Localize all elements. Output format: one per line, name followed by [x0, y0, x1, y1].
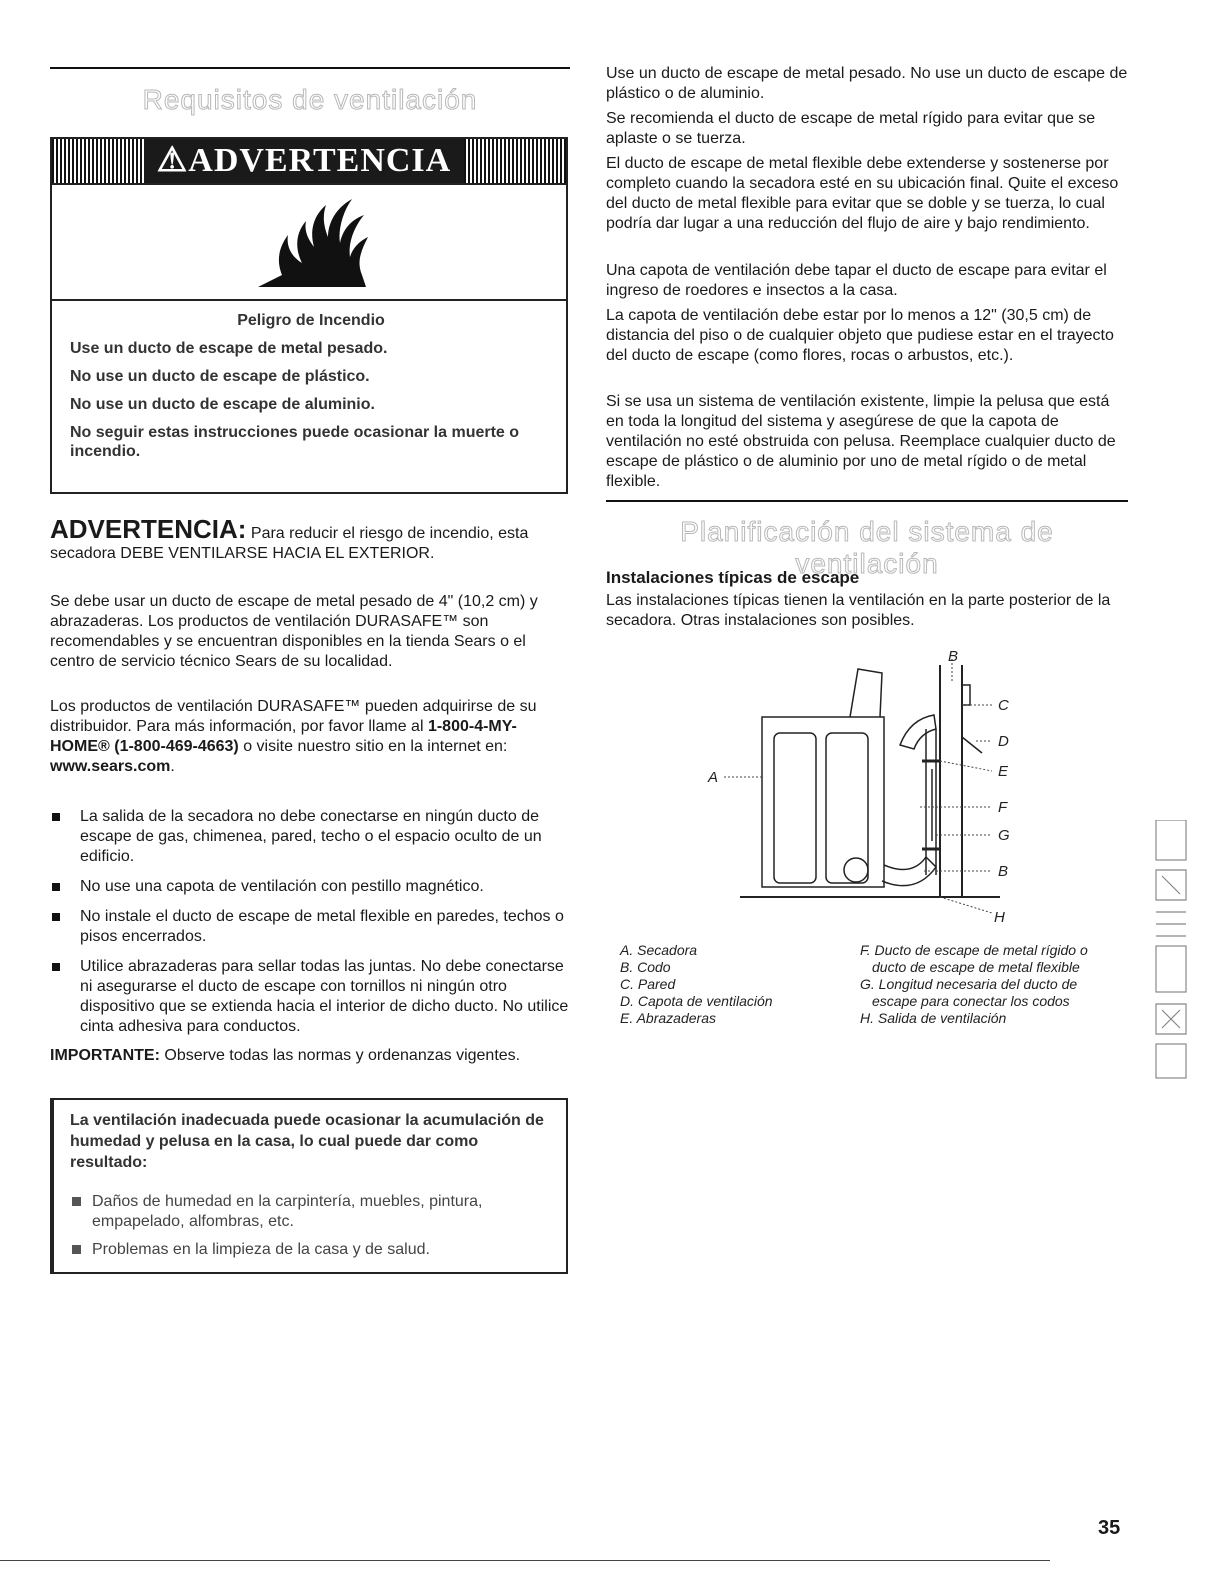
dryer-body	[762, 717, 884, 887]
advertencia-statement	[50, 514, 570, 563]
top-elbow	[900, 715, 936, 749]
warning-title: Peligro de Incendio	[237, 312, 385, 329]
marker-block	[1156, 820, 1186, 860]
warning-text	[70, 311, 552, 470]
list-item: Problemas en la limpieza de la casa y de salud.	[68, 1240, 552, 1260]
warning-box	[50, 137, 568, 494]
importante-label: IMPORTANTE:	[50, 1047, 160, 1064]
paragraph-text: o visite nuestro sitio en la internet en:	[238, 738, 508, 755]
legend-item: C. Pared	[620, 976, 676, 992]
paragraph-durasafe-contact	[50, 697, 570, 777]
warning-line: Use un ducto de escape de metal pesado.	[70, 340, 388, 357]
website-link[interactable]: www.sears.com	[50, 758, 171, 775]
warning-banner-label: ⚠ADVERTENCIA	[144, 139, 464, 183]
legend-item: ducto de escape de metal flexible	[872, 959, 1080, 975]
warning-line: No use un ducto de escape de plástico.	[70, 368, 370, 385]
diagram-label-e: E	[998, 763, 1009, 780]
sub-paragraph: Las instalaciones típicas tienen la ventilación en la parte posterior de la secadora. Otras instalaciones son posibles.	[606, 592, 1111, 629]
diagram-label-g: G	[998, 827, 1010, 844]
sub-heading: Instalaciones típicas de escape	[606, 568, 860, 587]
warning-line: No use un ducto de escape de aluminio.	[70, 396, 375, 413]
fire-icon	[252, 191, 372, 291]
marker-block	[1156, 1044, 1186, 1078]
diagram-label-b-top: B	[948, 648, 959, 665]
page-number: 35	[1098, 1517, 1121, 1539]
right-paragraph: El ducto de escape de metal flexible debe extenderse y sostenerse por completo cuando la secadora esté en su ubicación final. Quite el exceso del ducto de metal flexible para evitar que se doble y se tuerza, lo cual podría dar lugar a una reducción del flujo de aire y bajo rendimiento.	[606, 155, 1119, 232]
legend-item: A. Secadora	[620, 942, 698, 958]
importante-note	[50, 1046, 570, 1066]
paragraph-text: .	[170, 758, 175, 775]
list-item: Daños de humedad en la carpintería, muebles, pintura, empapelado, alfombras, etc.	[68, 1192, 552, 1232]
left-top-rule	[50, 67, 570, 69]
legend-item: B. Codo	[620, 959, 671, 975]
diagram-label-b-low: B	[998, 863, 1009, 880]
legend-item: G. Longitud necesaria del ducto de	[860, 976, 1078, 992]
caution-heading: La ventilación inadecuada puede ocasionar la acumulación de humedad y pelusa en la casa, lo cual puede dar como resultado:	[70, 1112, 544, 1171]
diagram-label-c: C	[998, 697, 1009, 714]
bottom-elbow	[882, 857, 936, 886]
legend-item: H. Salida de ventilación	[860, 1010, 1007, 1026]
vent-installation-diagram	[700, 645, 1060, 935]
warning-banner	[52, 139, 566, 185]
list-item: No use una capota de ventilación con pestillo magnético.	[50, 877, 570, 897]
legend-item: E. Abrazaderas	[620, 1010, 716, 1026]
requirements-list	[50, 807, 570, 1047]
right-paragraph: Se recomienda el ducto de escape de metal rígido para evitar que se aplaste o se tuerza.	[606, 110, 1096, 147]
list-item: La salida de la secadora no debe conectarse en ningún ducto de escape de gas, chimenea, pared, techo o el espacio oculto de un edificio.	[50, 807, 570, 867]
dryer-panel-right	[826, 733, 868, 883]
legend-item: D. Capota de ventilación	[620, 993, 773, 1009]
right-section-rule	[606, 500, 1128, 502]
list-item: No instale el ducto de escape de metal flexible en paredes, techos o pisos encerrados.	[50, 907, 570, 947]
vent-hood	[962, 685, 970, 705]
fire-hazard-area	[52, 183, 566, 301]
diagram-legend-left	[620, 942, 830, 1027]
right-paragraph: Si se usa un sistema de ventilación existente, limpie la pelusa que está en toda la longitud del sistema y asegúrese de que la capota de ventilación no esté obstruida con pelusa. Reemplace cualquier ducto de escape de plástico o de aluminio por uno de metal rígido o de metal flexible.	[606, 393, 1116, 490]
leader-e	[940, 761, 992, 771]
diagram-label-f: F	[998, 799, 1008, 816]
list-item: Utilice abrazaderas para sellar todas las juntas. No debe conectarse ni asegurarse el ducto de escape con tornillos ni ningún otro dispositivo que se extienda hacia el interior de dicho ducto. No utilice cinta adhesiva para conductos.	[50, 957, 570, 1037]
side-section-marker	[1152, 820, 1190, 1080]
advertencia-label: ADVERTENCIA:	[50, 514, 247, 544]
right-paragraph: La capota de ventilación debe estar por lo menos a 12" (30,5 cm) de distancia del piso o de cualquier objeto que pudiese estar en el trayecto del ducto de escape (como flores, rocas o arbustos, etc.).	[606, 307, 1114, 364]
paragraph-text: Los productos de ventilación DURASAFE™ pueden adquirirse de su distribuidor. Para más información, por favor llame al	[50, 698, 537, 735]
importante-text: Observe todas las normas y ordenanzas vigentes.	[159, 1047, 521, 1064]
marker-block	[1156, 1004, 1186, 1034]
legend-item: F. Ducto de escape de metal rígido o	[860, 942, 1088, 958]
diagram-label-d: D	[998, 733, 1009, 750]
legend-item: escape para conectar los codos	[872, 993, 1070, 1009]
diagram-legend-right	[860, 942, 1110, 1027]
diagram-label-h: H	[994, 909, 1005, 926]
phone-number: 1-800-4-MY-HOME® (1-800-469-4663)	[50, 718, 517, 755]
bottom-rule	[0, 1560, 1050, 1561]
dryer-panel-left	[774, 733, 816, 883]
caution-list	[68, 1192, 552, 1268]
paragraph-duct-requirements: Se debe usar un ducto de escape de metal pesado de 4" (10,2 cm) y abrazaderas. Los productos de ventilación DURASAFE™ son recomendables y se encuentran disponibles en la tienda Sears o el centro de servicio técnico Sears de su localidad.	[50, 593, 538, 670]
warning-line: No seguir estas instrucciones puede ocasionar la muerte o incendio.	[70, 424, 520, 460]
dryer-console	[850, 669, 882, 717]
section-title-ventilation-requirements: Requisitos de ventilación	[142, 84, 478, 115]
right-paragraph: Use un ducto de escape de metal pesado. No use un ducto de escape de plástico o de aluminio.	[606, 65, 1128, 102]
diagram-label-a: A	[708, 769, 719, 786]
caution-box	[50, 1098, 568, 1274]
marker-block	[1156, 946, 1186, 992]
vent-hood-flap	[962, 737, 982, 753]
advertencia-text: Para reducir el riesgo de incendio, esta secadora DEBE VENTILARSE HACIA EL EXTERIOR.	[50, 525, 529, 562]
leader-h	[940, 897, 992, 913]
marker-block	[1156, 912, 1186, 936]
section-title-vent-planning: Planificación del sistema de ventilación	[680, 516, 1054, 579]
dryer-vent-outlet	[844, 858, 868, 882]
marker-block	[1156, 870, 1186, 900]
right-paragraph: Una capota de ventilación debe tapar el ducto de escape para evitar el ingreso de roedores e insectos a la casa.	[606, 262, 1107, 299]
